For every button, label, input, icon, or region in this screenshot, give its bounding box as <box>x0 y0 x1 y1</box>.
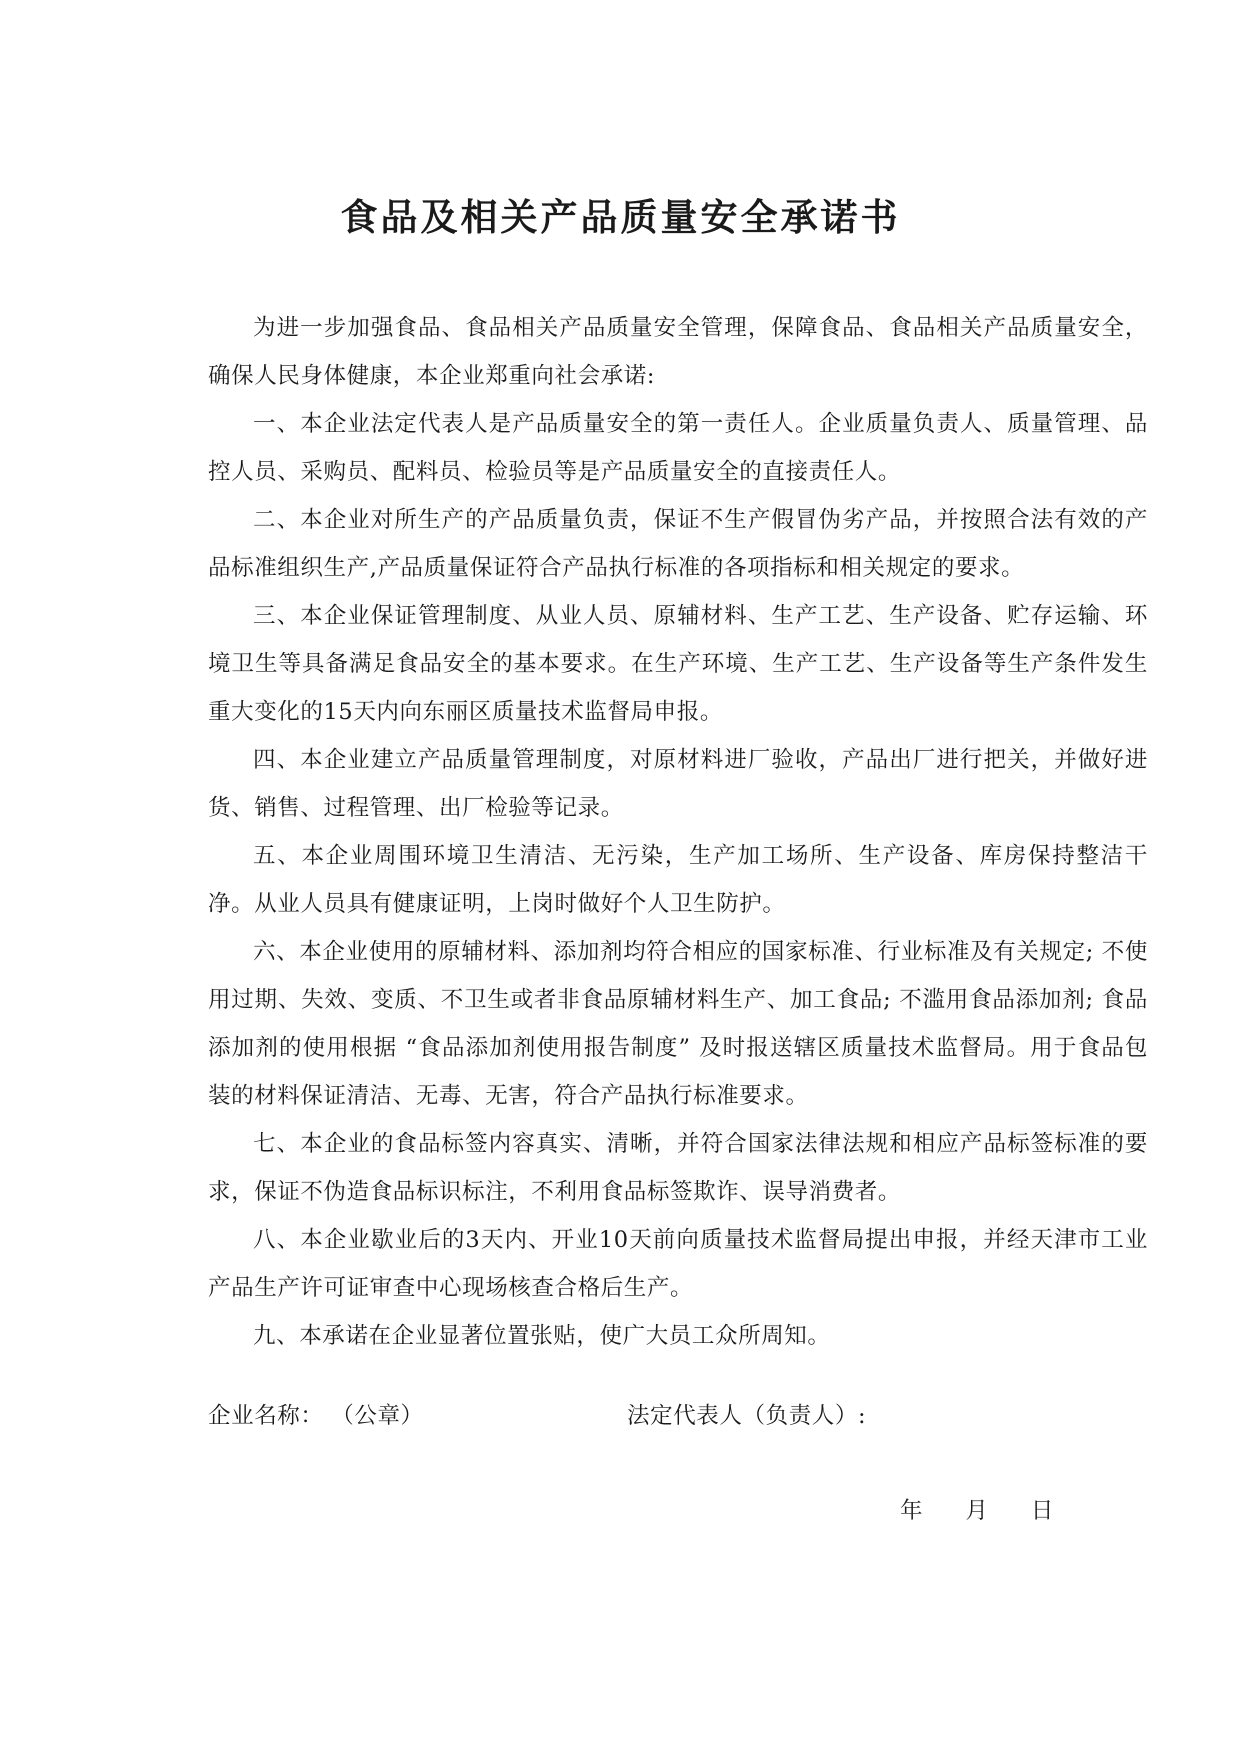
commitment-item-6: 六、本企业使用的原辅材料、添加剂均符合相应的国家标准、行业标准及有关规定; 不使用过期、失效、变质、不卫生或者非食品原辅材料生产、加工食品; 不滥用食品添加剂; 食品添加剂的使用根据 “食品添加剂使用报告制度” 及时报送辖区质量技术监督局。用于食品包装的材料保证清洁、无毒、无害，符合产品执行标准要求。 <box>208 939 1148 1109</box>
commitment-item-1: 一、本企业法定代表人是产品质量安全的第一责任人。企业质量负责人、质量管理、品控人员、采购员、配料员、检验员等是产品质量安全的直接责任人。 <box>208 411 1148 485</box>
intro-paragraph: 为进一步加强食品、食品相关产品质量安全管理，保障食品、食品相关产品质量安全，确保人民身体健康，本企业郑重向社会承诺: <box>208 315 1148 389</box>
commitment-item-5: 五、本企业周围环境卫生清洁、无污染，生产加工场所、生产设备、库房保持整洁干净。从业人员具有健康证明，上岗时做好个人卫生防护。 <box>208 843 1148 917</box>
commitment-item-8: 八、本企业歇业后的3天内、开业10天前向质量技术监督局提出申报，并经天津市工业产品生产许可证审查中心现场核查合格后生产。 <box>208 1227 1148 1301</box>
commitment-item-3: 三、本企业保证管理制度、从业人员、原辅材料、生产工艺、生产设备、贮存运输、环境卫生等具备满足食品安全的基本要求。在生产环境、生产工艺、生产设备等生产条件发生重大变化的15天内向东丽区质量技术监督局申报。 <box>208 603 1148 725</box>
commitment-item-9: 九、本承诺在企业显著位置张贴，使广大员工众所周知。 <box>253 1323 831 1349</box>
date-line: 年 月 日 <box>900 1498 1054 1524</box>
commitment-item-4: 四、本企业建立产品质量管理制度，对原材料进厂验收，产品出厂进行把关，并做好进货、销售、过程管理、出厂检验等记录。 <box>208 747 1148 821</box>
commitment-item-7: 七、本企业的食品标签内容真实、清晰，并符合国家法律法规和相应产品标签标准的要求，保证不伪造食品标识标注，不利用食品标签欺诈、误导消费者。 <box>208 1131 1148 1205</box>
commitment-body <box>208 304 1148 1360</box>
commitment-item-2: 二、本企业对所生产的产品质量负责，保证不生产假冒伪劣产品，并按照合法有效的产品标准组织生产,产品质量保证符合产品执行标准的各项指标和相关规定的要求。 <box>208 507 1148 581</box>
company-name-label: 企业名称： （公章） <box>208 1403 424 1429</box>
document-title: 食品及相关产品质量安全承诺书 <box>340 196 901 239</box>
legal-representative-label: 法定代表人（负责人）: <box>627 1403 867 1429</box>
